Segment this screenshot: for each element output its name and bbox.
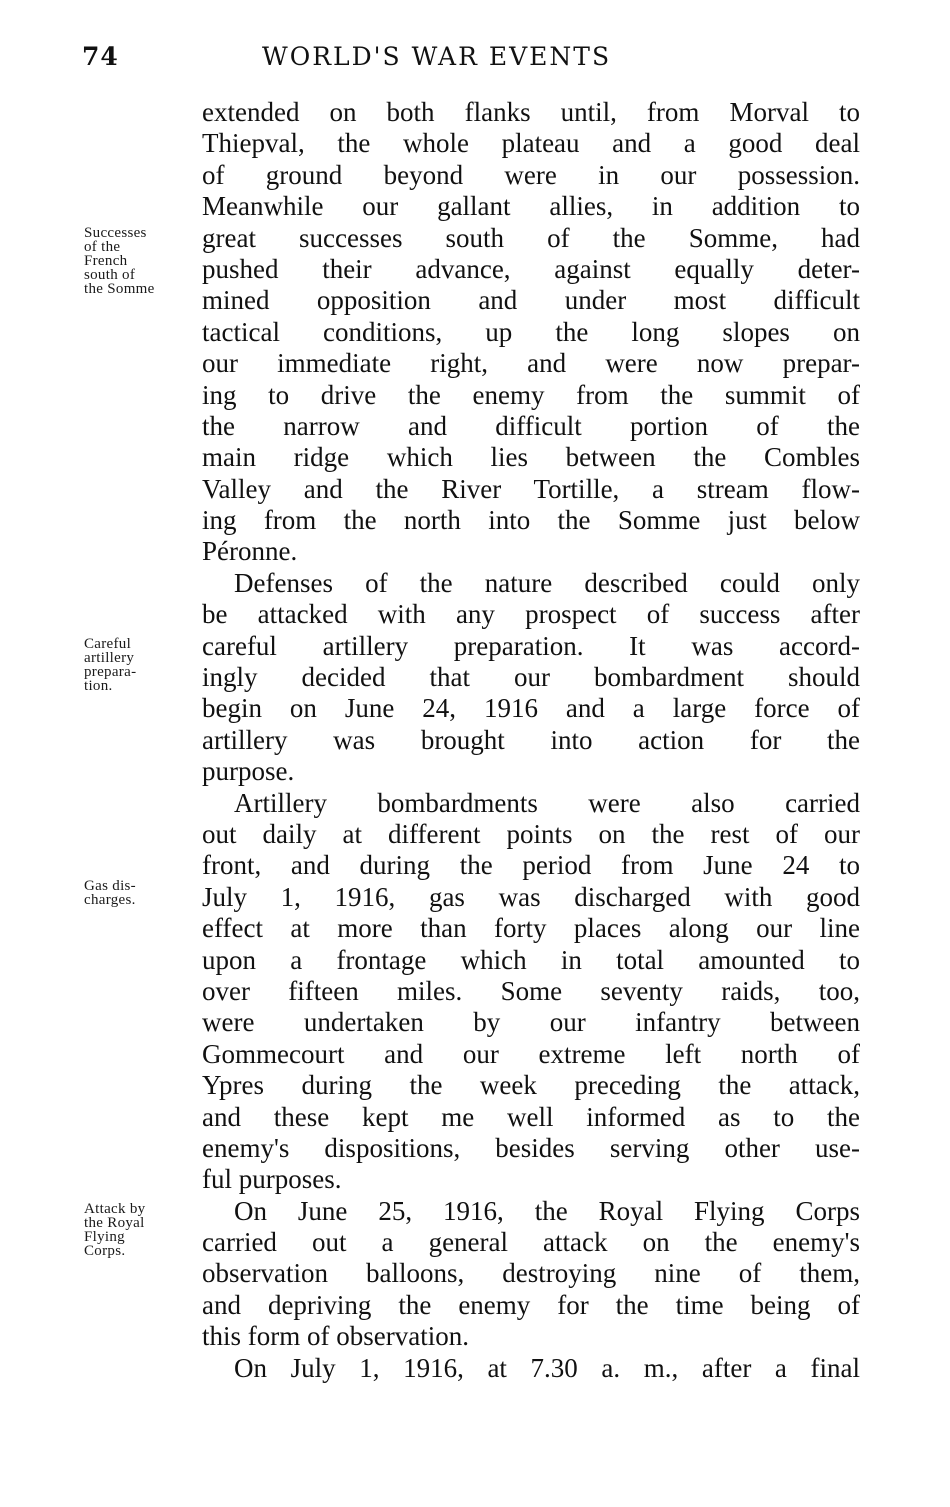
text-line: enemy's dispositions, besides serving other use-: [202, 1132, 860, 1163]
text-line: and these kept me well informed as to the: [202, 1101, 860, 1132]
margin-note-line: French: [84, 253, 128, 269]
margin-note-line: Flying: [84, 1229, 125, 1245]
text-line: artillery was brought into action for the: [202, 724, 860, 755]
text-line: and depriving the enemy for the time being of: [202, 1289, 860, 1320]
text-line: July 1, 1916, gas was discharged with good: [202, 881, 860, 912]
margin-note-line: south of: [84, 267, 136, 283]
text-line: upon a frontage which in total amounted to: [202, 944, 860, 975]
margin-note-line: tion.: [84, 678, 113, 694]
text-line: Defenses of the nature described could only: [234, 567, 860, 598]
text-line: ing to drive the enemy from the summit of: [202, 379, 860, 410]
text-line: mined opposition and under most difficult: [202, 285, 860, 316]
running-title: WORLD'S WAR EVENTS: [262, 42, 612, 71]
text-line: Meanwhile our gallant allies, in addition to: [202, 191, 860, 222]
text-line: over fifteen miles. Some seventy raids, too,: [202, 975, 860, 1006]
text-line: ing from the north into the Somme just below: [202, 505, 860, 536]
text-line: our immediate right, and were now prepar-: [202, 348, 860, 379]
margin-note-line: Successes: [84, 225, 147, 241]
text-line: carried out a general attack on the enemy's: [202, 1227, 860, 1258]
margin-note-royal-flying-corps: [84, 1202, 199, 1258]
text-line: main ridge which lies between the Combles: [202, 442, 860, 473]
text-line: Ypres during the week preceding the attack,: [202, 1070, 860, 1101]
margin-note-line: artillery: [84, 650, 135, 666]
margin-note-gas-discharges: [84, 879, 199, 907]
text-line: effect at more than forty places along our line: [202, 913, 860, 944]
text-line: tactical conditions, up the long slopes on: [202, 316, 860, 347]
text-line: careful artillery preparation. It was accord-: [202, 630, 860, 661]
text-line: Thiepval, the whole plateau and a good deal: [202, 128, 860, 159]
text-line: extended on both flanks until, from Morval to: [202, 97, 860, 127]
text-line: ful purposes.: [202, 1164, 342, 1195]
margin-note-line: Careful: [84, 636, 132, 652]
margin-note-line: Corps.: [84, 1243, 126, 1259]
text-line: Gommecourt and our extreme left north of: [202, 1038, 860, 1069]
margin-note-line: of the: [84, 239, 121, 255]
margin-note-line: the Royal: [84, 1215, 145, 1231]
text-line: pushed their advance, against equally deter-: [202, 253, 860, 284]
margin-note-line: the Somme: [84, 281, 155, 297]
text-line: observation balloons, destroying nine of them,: [202, 1258, 860, 1289]
text-line: of ground beyond were in our possession.: [202, 159, 860, 190]
text-line: great successes south of the Somme, had: [202, 222, 860, 253]
body-text: [202, 97, 860, 1384]
text-line: be attacked with any prospect of success after: [202, 599, 860, 630]
text-line: out daily at different points on the rest of our: [202, 818, 860, 849]
text-line: Valley and the River Tortille, a stream flow-: [202, 473, 860, 504]
margin-note-artillery-preparation: [84, 637, 199, 693]
text-line: begin on June 24, 1916 and a large force of: [202, 693, 860, 724]
text-line: On June 25, 1916, the Royal Flying Corps: [234, 1195, 860, 1226]
margin-note-line: Gas dis-: [84, 878, 136, 894]
text-line: Artillery bombardments were also carried: [234, 787, 860, 818]
text-line: this form of observation.: [202, 1321, 469, 1352]
text-line: On July 1, 1916, at 7.30 a. m., after a final: [234, 1352, 860, 1383]
text-line: the narrow and difficult portion of the: [202, 410, 860, 441]
text-line: Péronne.: [202, 536, 298, 567]
margin-note-line: Attack by: [84, 1201, 146, 1217]
margin-note-line: charges.: [84, 892, 136, 908]
margin-note-french-successes: [84, 226, 199, 296]
text-line: front, and during the period from June 24 to: [202, 850, 860, 881]
margin-note-line: prepara-: [84, 664, 137, 680]
text-line: ingly decided that our bombardment should: [202, 662, 860, 693]
page-number: 74: [82, 42, 119, 71]
text-line: purpose.: [202, 756, 295, 787]
text-line: were undertaken by our infantry between: [202, 1007, 860, 1038]
